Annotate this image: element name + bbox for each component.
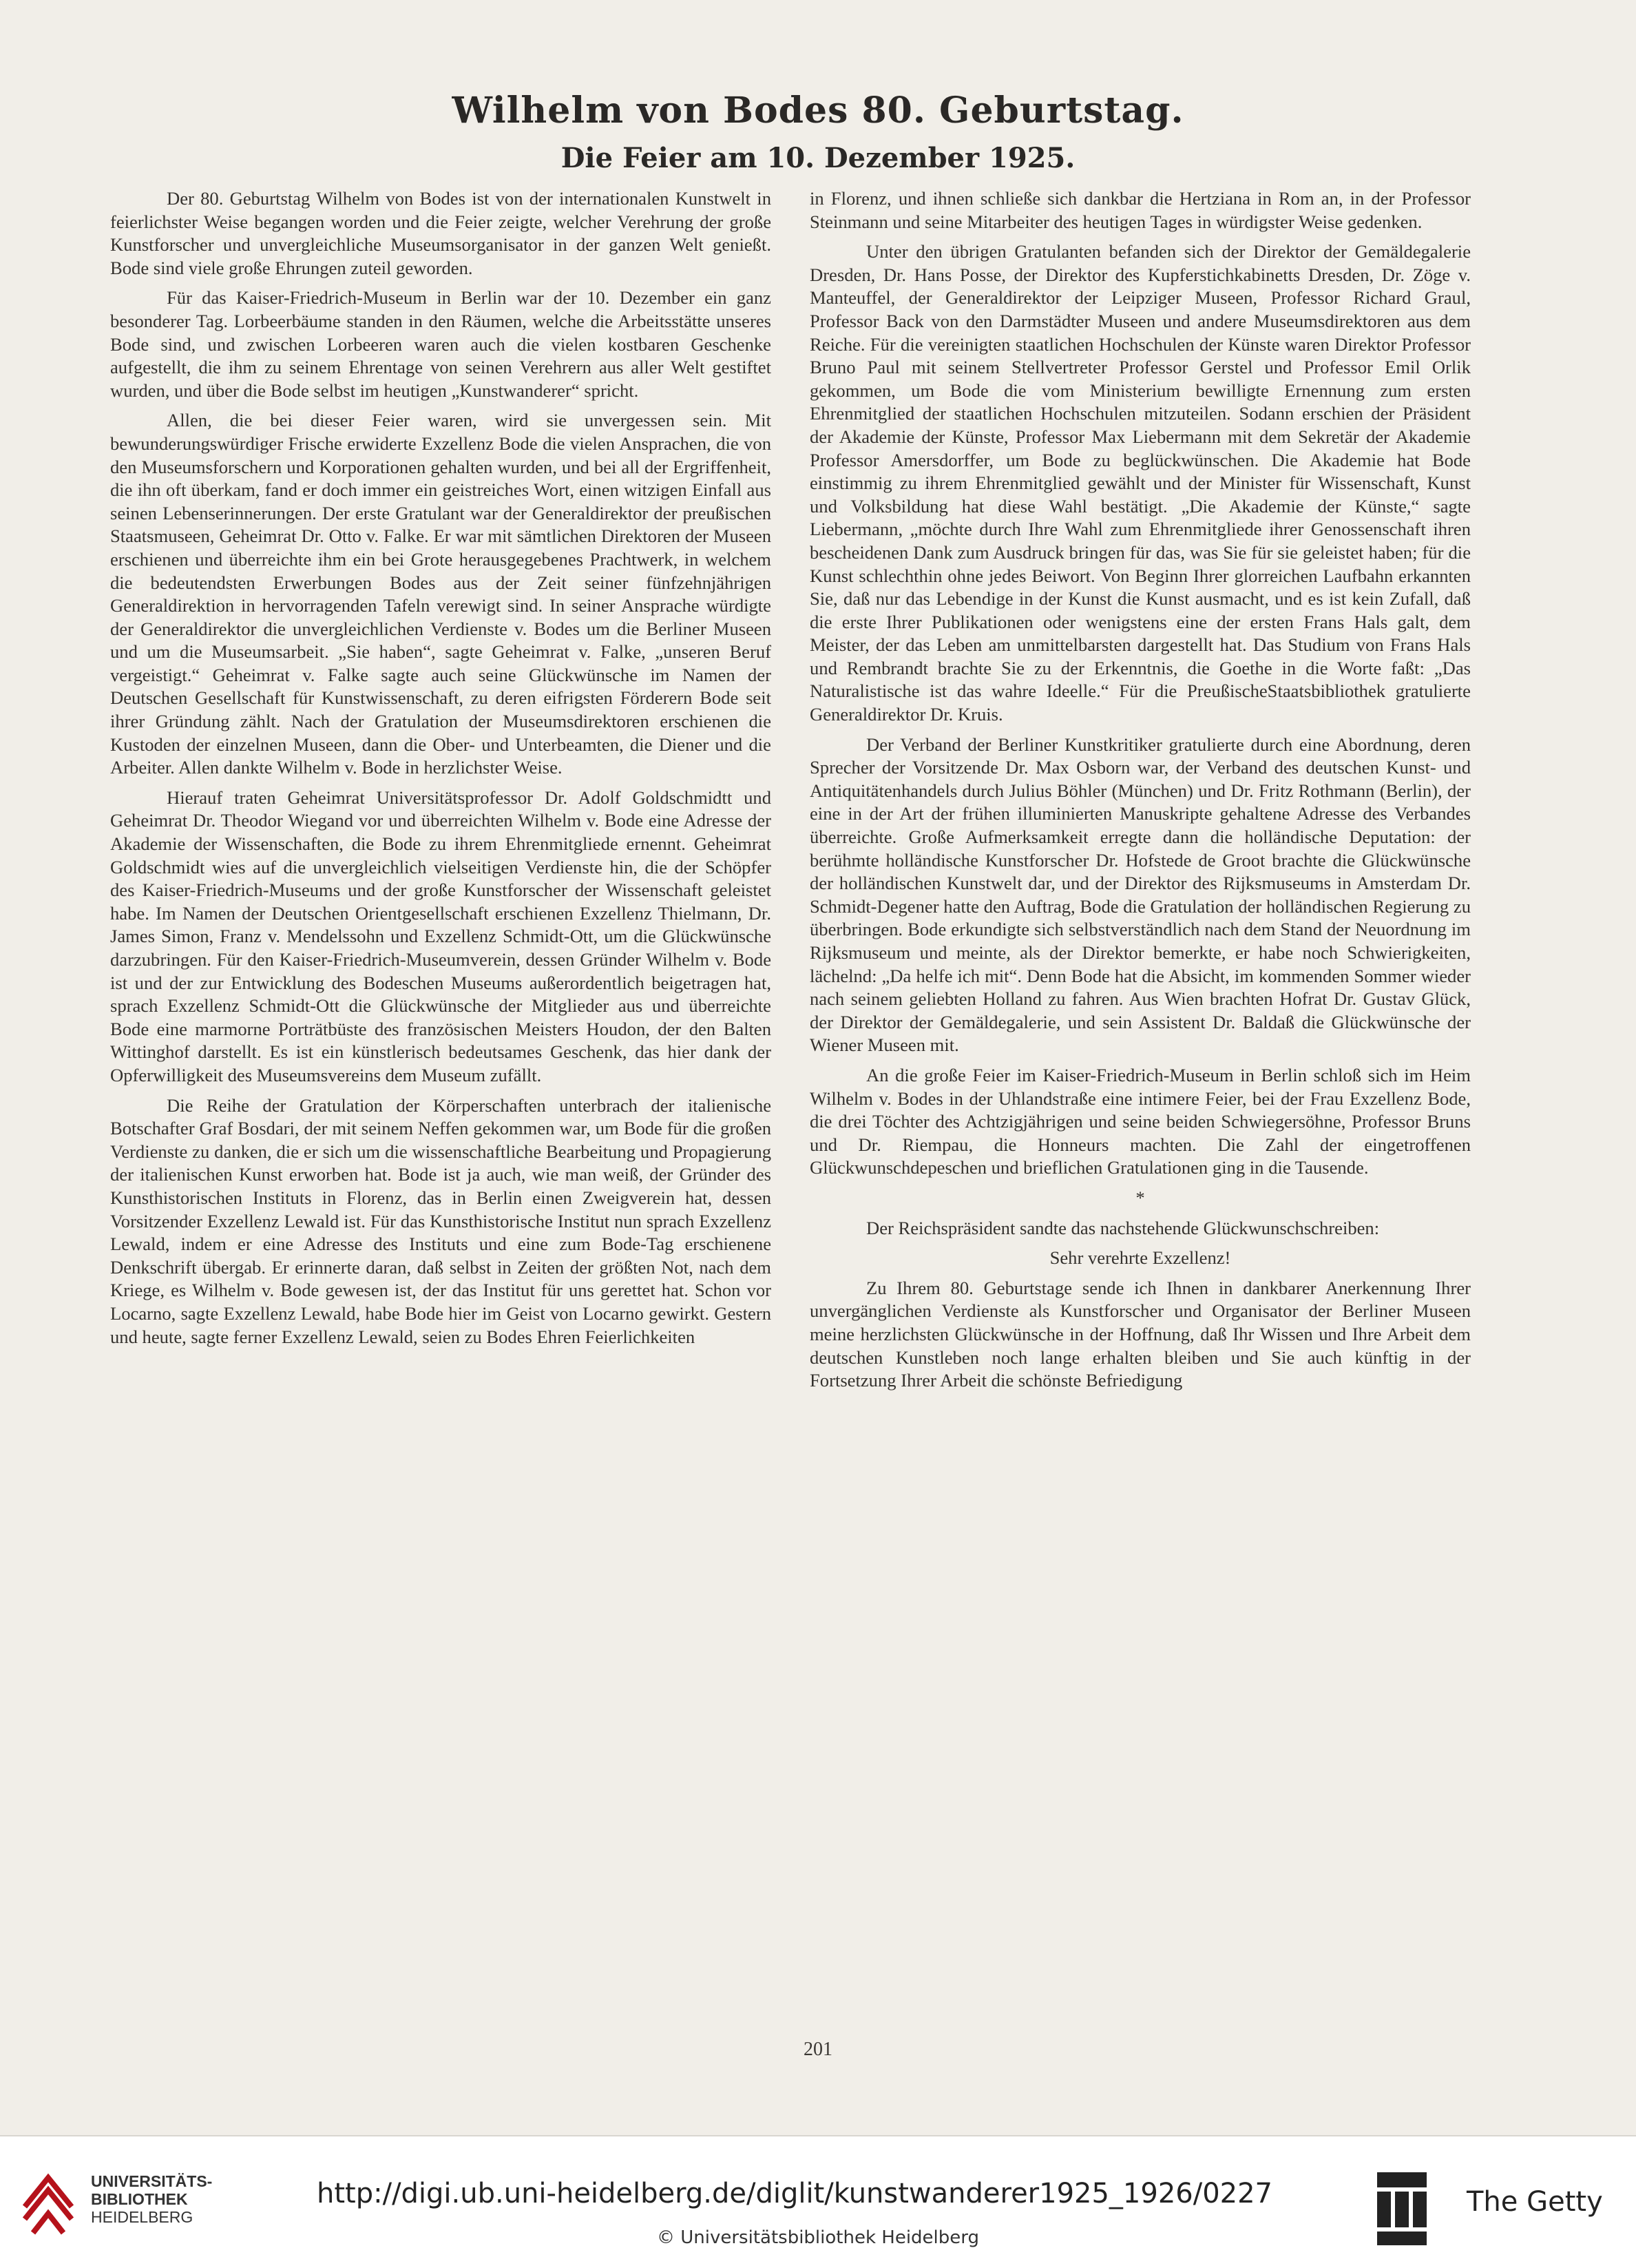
- paragraph: Der 80. Geburtstag Wilhelm von Bodes ist von der internationalen Kunstwelt in feierlichster Weise begangen worden und die Feier zeigte, welcher Verehrung der große Kunstforscher und unvergleichliche Museumsorganisator in der ganzen Welt genießt. Bode sind viele große Ehrungen zuteil geworden.: [110, 188, 771, 278]
- article-subtitle: Die Feier am 10. Dezember 1925.: [560, 142, 1076, 174]
- library-name-line: UNIVERSITÄTS-: [91, 2172, 213, 2190]
- paragraph: Der Reichspräsident sandte das nachstehende Glückwunschschreiben:: [866, 1217, 1380, 1238]
- article-title: Wilhelm von Bodes 80. Geburtstag.: [452, 90, 1184, 132]
- partner-name: The Getty: [1467, 2186, 1603, 2218]
- library-name: [91, 2172, 212, 2226]
- paragraph: An die große Feier im Kaiser-Friedrich-Museum in Berlin schloß sich im Heim Wilhelm v. Bodes in der Uhlandstraße eine intimere Feier, bei der Frau Exzellenz Bode, die drei Töchter des Achtzigjährigen und seine beiden Schwiegersöhne, Professor Bruns und Dr. Riempau, die Honneurs machten. Die Zahl der eingetroffenen Glückwunschdepeschen und brieflichen Gratulationen ging in die Tausende.: [810, 1064, 1471, 1178]
- getty-logo-icon[interactable]: [1374, 2168, 1429, 2251]
- paragraph: Die Reihe der Gratulation der Körperschaften unterbrach der italienische Botschafter Graf Bosdari, der mit seinem Neffen gekommen war, um Bode für die großen Verdienste zu danken, die er sich um die wissenschaftliche Bearbeitung und Propagierung der italienischen Kunst erworben hat. Bode ist ja auch, wie man weiß, der Gründer des Kunsthistorischen Instituts in Florenz, das in Berlin einen Zweigverein hat, dessen Vorsitzender Exzellenz Lewald ist. Für das Kunsthistorische Institut nun sprach Exzellenz Lewald, indem er eine Adresse des Instituts und eine zum Bode-Tag erschienene Denkschrift übergab. Er erinnerte daran, daß selbst in Zeiten der größten Not, nach dem Kriege, es Wilhelm v. Bode gewesen ist, der das Institut für uns gerettet hat. Schon vor Locarno, sagte Exzellenz Lewald, habe Bode hier im Geist von Locarno gewirkt. Gestern und heute, sagte ferner Exzellenz Lewald, seien zu Bodes Ehren Feierlichkeiten: [110, 1094, 771, 1347]
- paragraph: Der Verband der Berliner Kunstkritiker gratulierte durch eine Abordnung, deren Sprecher der Vorsitzende Dr. Max Osborn war, der Verband des deutschen Kunst- und Antiquitätenhandels durch Julius Böhler (München) und Dr. Fritz Rothmann (Berlin), der eine in der Art der frühen illuminierten Manuskripte gehaltene Adresse des Verbandes überreichte. Große Aufmerksamkeit erregte dann die holländische Deputation: der berühmte holländische Kunstforscher Dr. Hofstede de Groot brachte die Glückwünsche der holländischen Kunstwelt dar, und der Direktor des Rijksmuseums in Amsterdam Dr. Schmidt-Degener hatte den Auftrag, Bode die Gratulation der holländischen Regierung zu überbringen. Bode erkundigte sich selbstverständlich nach dem Stand der Neuordnung im Rijksmuseum und meinte, als der Direktor bemerkte, er habe noch Schwierigkeiten, lächelnd: „Da helfe ich mit“. Denn Bode hat die Absicht, im kommenden Sommer wieder nach seinem geliebten Holland zu fahren. Aus Wien brachten Hofrat Dr. Gustav Glück, der Direktor der Gemäldegalerie, und sein Assistent Dr. Baldaß die Glückwünsche der Wiener Museen mit.: [810, 734, 1471, 1056]
- left-column: [110, 187, 771, 1355]
- library-name-line: BIBLIOTHEK: [91, 2190, 188, 2208]
- section-separator: *: [1135, 1187, 1145, 1208]
- letter-salutation: Sehr verehrte Exzellenz!: [1049, 1247, 1231, 1269]
- paragraph: in Florenz, und ihnen schließe sich dankbar die Hertziana in Rom an, in der Professor Steinmann und seine Mitarbeiter des heutigen Tages in würdigster Weise gedenken.: [810, 188, 1471, 232]
- paragraph: Unter den übrigen Gratulanten befanden sich der Direktor der Gemäldegalerie Dresden, Dr. Hans Posse, der Direktor des Kupferstichkabinetts Dresden, Dr. Zöge v. Manteuffel, der Generaldirektor der Leipziger Museen, Professor Richard Graul, Professor Back von den Darmstädter Museen und andere Museumsdirektoren aus dem Reiche. Für die vereinigten staatlichen Hochschulen der Künste waren Direktor Professor Bruno Paul mit seinem Stellvertreter Professor Gerstel und Professor Emil Orlik gekommen, um Bode die vom Ministerium bewilligte Ernennung zum ersten Ehrenmitglied der staatlichen Hochschulen mitzuteilen. Sodann erschien der Präsident der Akademie der Künste, Professor Max Liebermann mit dem Sekretär der Akademie Professor Amersdorffer, um Bode zu beglückwünschen. Die Akademie hat Bode einstimmig zu ihrem Ehrenmitglied gewählt und der Minister für Wissenschaft, Kunst und Volksbildung hat diese Wahl bestätigt. „Die Akademie der Künste,“ sagte Liebermann, „möchte durch Ihre Wahl zum Ehrenmitgliede ihrer Genossenschaft ihren bescheidenen Dank zum Ausdruck bringen für das, was Sie für sie geleistet haben; für die Kunst schlechthin ohne jedes Beiwort. Von Beginn Ihrer glorreichen Laufbahn erkannten Sie, daß nur das Lebendige in der Kunst die Kunst ausmacht, und es ist kein Zufall, daß die erste Ihrer Publikationen oder wenigstens eine der ersten Frans Hals galt, dem Meister, der das Leben am unmittelbarsten dargestellt hat. Das Studium von Frans Hals und Rembrandt brachte Sie zu der Erkenntnis, die Goethe in die Worte faßt: „Das Naturalistische ist das wahre Ideelle.“ Für die PreußischeStaatsbibliothek gratulierte Generaldirektor Dr. Kruis.: [810, 241, 1471, 725]
- copyright-notice: © Universitätsbibliothek Heidelberg: [656, 2227, 979, 2248]
- paragraph: Allen, die bei dieser Feier waren, wird sie unvergessen sein. Mit bewunderungswürdiger Frische erwiderte Exzellenz Bode die vielen Ansprachen, die von den Museumsforschern und Korporationen gehalten wurden, und bei all der Ergriffenheit, die ihn oft überkam, fand er doch immer ein geistreiches Wort, einen witzigen Einfall aus seinen Lebenserinnerungen. Der erste Gratulant war der Generaldirektor der preußischen Staatsmuseen, Geheimrat Dr. Otto v. Falke. Er war mit sämtlichen Direktoren der Museen erschienen und überreichte ihm ein bei Grote herausgegebenes Prachtwerk, in welchem die bedeutendsten Erwerbungen Bodes aus der Zeit seiner fünfzehnjährigen Generaldirektion in hervorragenden Tafeln verewigt sind. In seiner Ansprache würdigte der Generaldirektor die unvergleichlichen Verdienste v. Bodes um die Berliner Museen und um die Museumsarbeit. „Sie haben“, sagte Geheimrat v. Falke, „unseren Beruf vergeistigt.“ Geheimrat v. Falke sagte auch seine Glückwünsche im Namen der Deutschen Gesellschaft für Kunstwissenschaft, zu deren eifrigsten Förderern Bode seit ihrer Gründung zählt. Nach der Gratulation der Museumsdirektoren erschienen die Kustoden der einzelnen Museen, dann die Ober- und Unterbeamten, die Diener und die Arbeiter. Allen dankte Wilhelm v. Bode in herzlichster Weise.: [110, 410, 771, 778]
- footer-bar: [0, 2135, 1636, 2268]
- paragraph: Zu Ihrem 80. Geburtstage sende ich Ihnen in dankbarer Anerkennung Ihrer unvergänglichen Verdienste als Kunstforscher und Organisator der Berliner Museen meine herzlichsten Glückwünsche in der Hoffnung, daß Ihr Wissen und Ihre Arbeit dem deutschen Kunstleben noch lange erhalten bleiben und Sie auch künftig in der Fortsetzung Ihrer Arbeit die schönste Befriedigung: [810, 1277, 1471, 1391]
- library-name-line: HEIDELBERG: [91, 2208, 193, 2226]
- permalink-url[interactable]: http://digi.ub.uni-heidelberg.de/diglit/kunstwanderer1925_1926/0227: [317, 2178, 1272, 2209]
- paragraph: Für das Kaiser-Friedrich-Museum in Berlin war der 10. Dezember ein ganz besonderer Tag. Lorbeerbäume standen in den Räumen, welche die Arbeitsstätte unseres Bode sind, und zwischen Lorbeeren waren auch die vielen kostbaren Geschenke aufgestellt, die ihm zu seinem Ehrentage von seinen Verehrern aus aller Welt gestiftet wurden, und über die Bode selbst im heutigen „Kunstwanderer“ spricht.: [110, 287, 771, 401]
- paragraph: Hierauf traten Geheimrat Universitätsprofessor Dr. Adolf Goldschmidtt und Geheimrat Dr. Theodor Wiegand vor und überreichten Wilhelm v. Bode eine Adresse der Akademie der Wissenschaften, die Bode zu ihrem Ehrenmitgliede ernennt. Geheimrat Goldschmidt wies auf die unvergleichlich vielseitigen Verdienste hin, die der Schöpfer des Kaiser-Friedrich-Museums und der große Kunstforscher der Wissenschaft geleistet habe. Im Namen der Deutschen Orientgesellschaft erschienen Exzellenz Thielmann, Dr. James Simon, Franz v. Mendelssohn und Exzellenz Schmidt-Ott, um die Glückwünsche darzubringen. Für den Kaiser-Friedrich-Museumverein, dessen Gründer Wilhelm v. Bode ist und der zur Entwicklung des Bodeschen Museums außerordentlich beigetragen hat, sprach Exzellenz Schmidt-Ott die Glückwünsche der Mitglieder aus und überreichte Bode eine marmorne Porträtbüste des französischen Meisters Houdon, der den Balten Wittinghof darstellt. Es ist ein künstlerisch bedeutsames Geschenk, das hier dank der Opferwilligkeit des Museumsvereins dem Museum zufällt.: [110, 787, 771, 1085]
- right-column: [810, 187, 1471, 1400]
- page-number: 201: [804, 2039, 832, 2060]
